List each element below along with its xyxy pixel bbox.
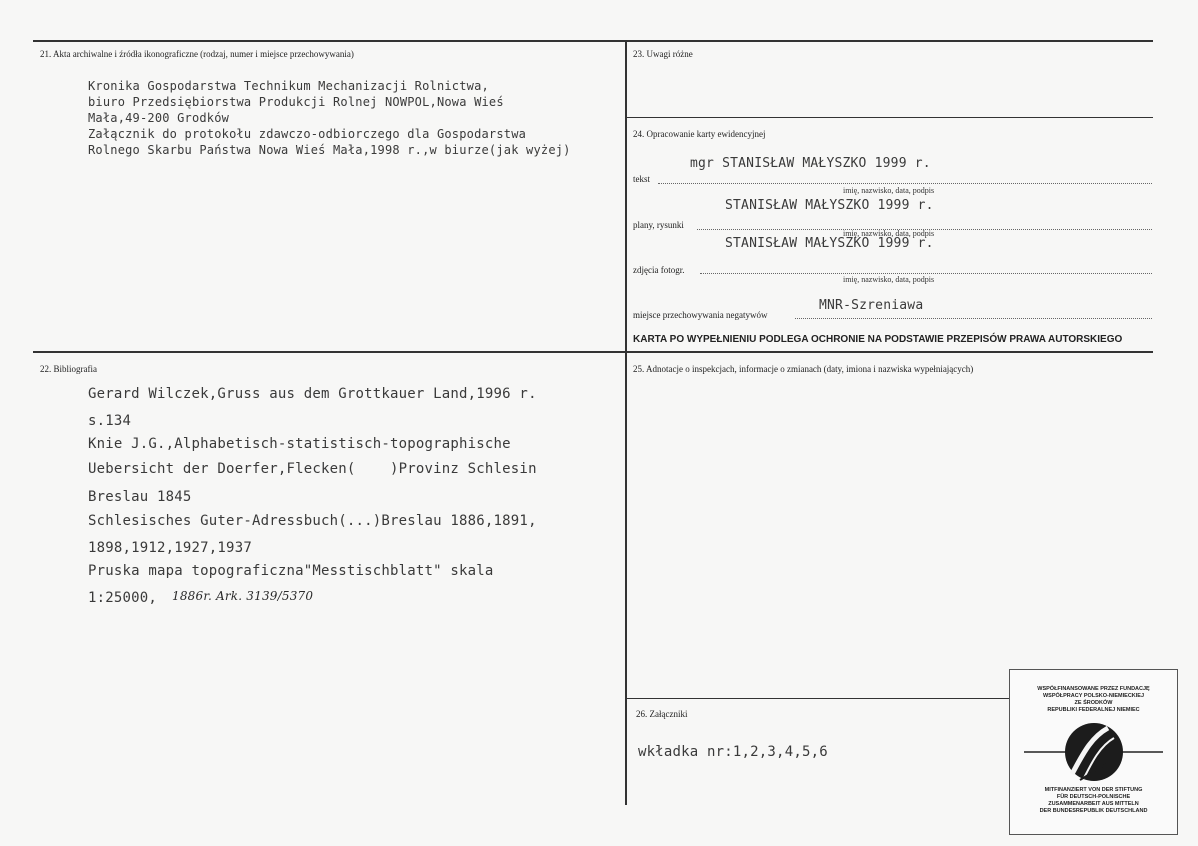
bibliography-line-9: 1:25000, [88,590,158,606]
logo-top-line-1: WSPÓŁFINANSOWANE PRZEZ FUNDACJĘ [1037,686,1150,692]
section25-26-rule [625,698,1010,699]
foundation-emblem-icon [1010,716,1177,796]
section25-label: 25. Adnotacje o inspekcjach, informacje o zmianach (daty, imiona i nazwiska wypełniających) [633,364,974,374]
logo-bottom-line-1: MITFINANZIERT VON DER STIFTUNG [1044,787,1143,793]
top-rule [33,40,1153,42]
copyright-notice: KARTA PO WYPEŁNIENIU PODLEGA OCHRONIE NA PODSTAWIE PRZEPISÓW PRAWA AUTORSKIEGO [633,334,1123,345]
logo-top-line-4: REPUBLIKI FEDERALNEJ NIEMIEC [1047,707,1140,713]
bibliography-line-4: Uebersicht der Doerfer,Flecken( )Provinz Schlesin [88,461,537,477]
section24-label: 24. Opracowanie karty ewidencyjnej [633,129,766,139]
section21-line-5: Rolnego Skarbu Państwa Nowa Wieś Mała,1998 r.,w biurze(jak wyżej) [88,143,571,157]
section22-label: 22. Bibliografia [40,364,97,374]
plans-author-value: STANISŁAW MAŁYSZKO 1999 r. [725,198,934,213]
negatives-location-value: MNR-Szreniawa [819,298,924,313]
text-author-value: mgr STANISŁAW MAŁYSZKO 1999 r. [690,156,931,171]
middle-rule [33,351,1153,353]
negatives-location-label: miejsce przechowywania negatywów [633,310,768,320]
bibliography-line-8: Pruska mapa topograficzna"Messtischblatt" skala [88,563,494,579]
text-author-label: tekst [633,174,650,184]
attachments-value: wkładka nr:1,2,3,4,5,6 [638,744,828,760]
bibliography-line-6: Schlesisches Guter-Adressbuch(...)Breslau 1886,1891, [88,513,537,529]
plans-author-label: plany, rysunki [633,220,684,230]
bibliography-line-7: 1898,1912,1927,1937 [88,540,252,556]
logo-top-line-2: WSPÓŁPRACY POLSKO-NIEMIECKIEJ [1042,693,1145,699]
center-divider [625,40,627,805]
section21-label: 21. Akta archiwalne i źródła ikonograficzne (rodzaj, numer i miejsce przechowywania) [40,49,354,59]
bibliography-line-1: Gerard Wilczek,Gruss aus dem Grottkauer Land,1996 r. [88,386,537,402]
section21-line-2: biuro Przedsiębiorstwa Produkcji Rolnej NOWPOL,Nowa Wieś [88,95,504,109]
plans-author-caption: imię, nazwisko, data, podpis [843,229,935,238]
bibliography-line-5: Breslau 1845 [88,489,192,505]
bibliography-line-3: Knie J.G.,Alphabetisch-statistisch-topographische [88,436,511,452]
logo-bottom-line-2: FÜR DEUTSCH-POLNISCHE [1056,794,1131,800]
section26-label: 26. Załączniki [636,709,688,719]
bibliography-line-2: s.134 [88,413,132,429]
section23-label: 23. Uwagi różne [633,49,693,59]
logo-bottom-line-4: DER BUNDESREPUBLIK DEUTSCHLAND [1039,808,1148,814]
photos-author-line [700,273,1152,274]
logo-bottom-line-3: ZUSAMMENARBEIT AUS MITTELN [1048,801,1139,807]
section23-24-rule [625,117,1153,118]
handwritten-map-sheet: 1886r. Ark. 3139/5370 [172,589,314,603]
negatives-location-line [795,318,1152,319]
photos-author-caption: imię, nazwisko, data, podpis [843,275,935,284]
section21-line-1: Kronika Gospodarstwa Technikum Mechanizacji Rolnictwa, [88,79,489,93]
text-author-line [658,183,1152,184]
photos-author-value: STANISŁAW MAŁYSZKO 1999 r. [725,236,934,251]
foundation-logo [1009,669,1178,835]
photos-author-label: zdjęcia fotogr. [633,265,685,275]
text-author-caption: imię, nazwisko, data, podpis [843,186,935,195]
logo-top-line-3: ZE ŚRODKÓW [1074,700,1113,706]
section21-line-3: Mała,49-200 Grodków [88,111,230,125]
section21-line-4: Załącznik do protokołu zdawczo-odbiorczego dla Gospodarstwa [88,127,527,141]
